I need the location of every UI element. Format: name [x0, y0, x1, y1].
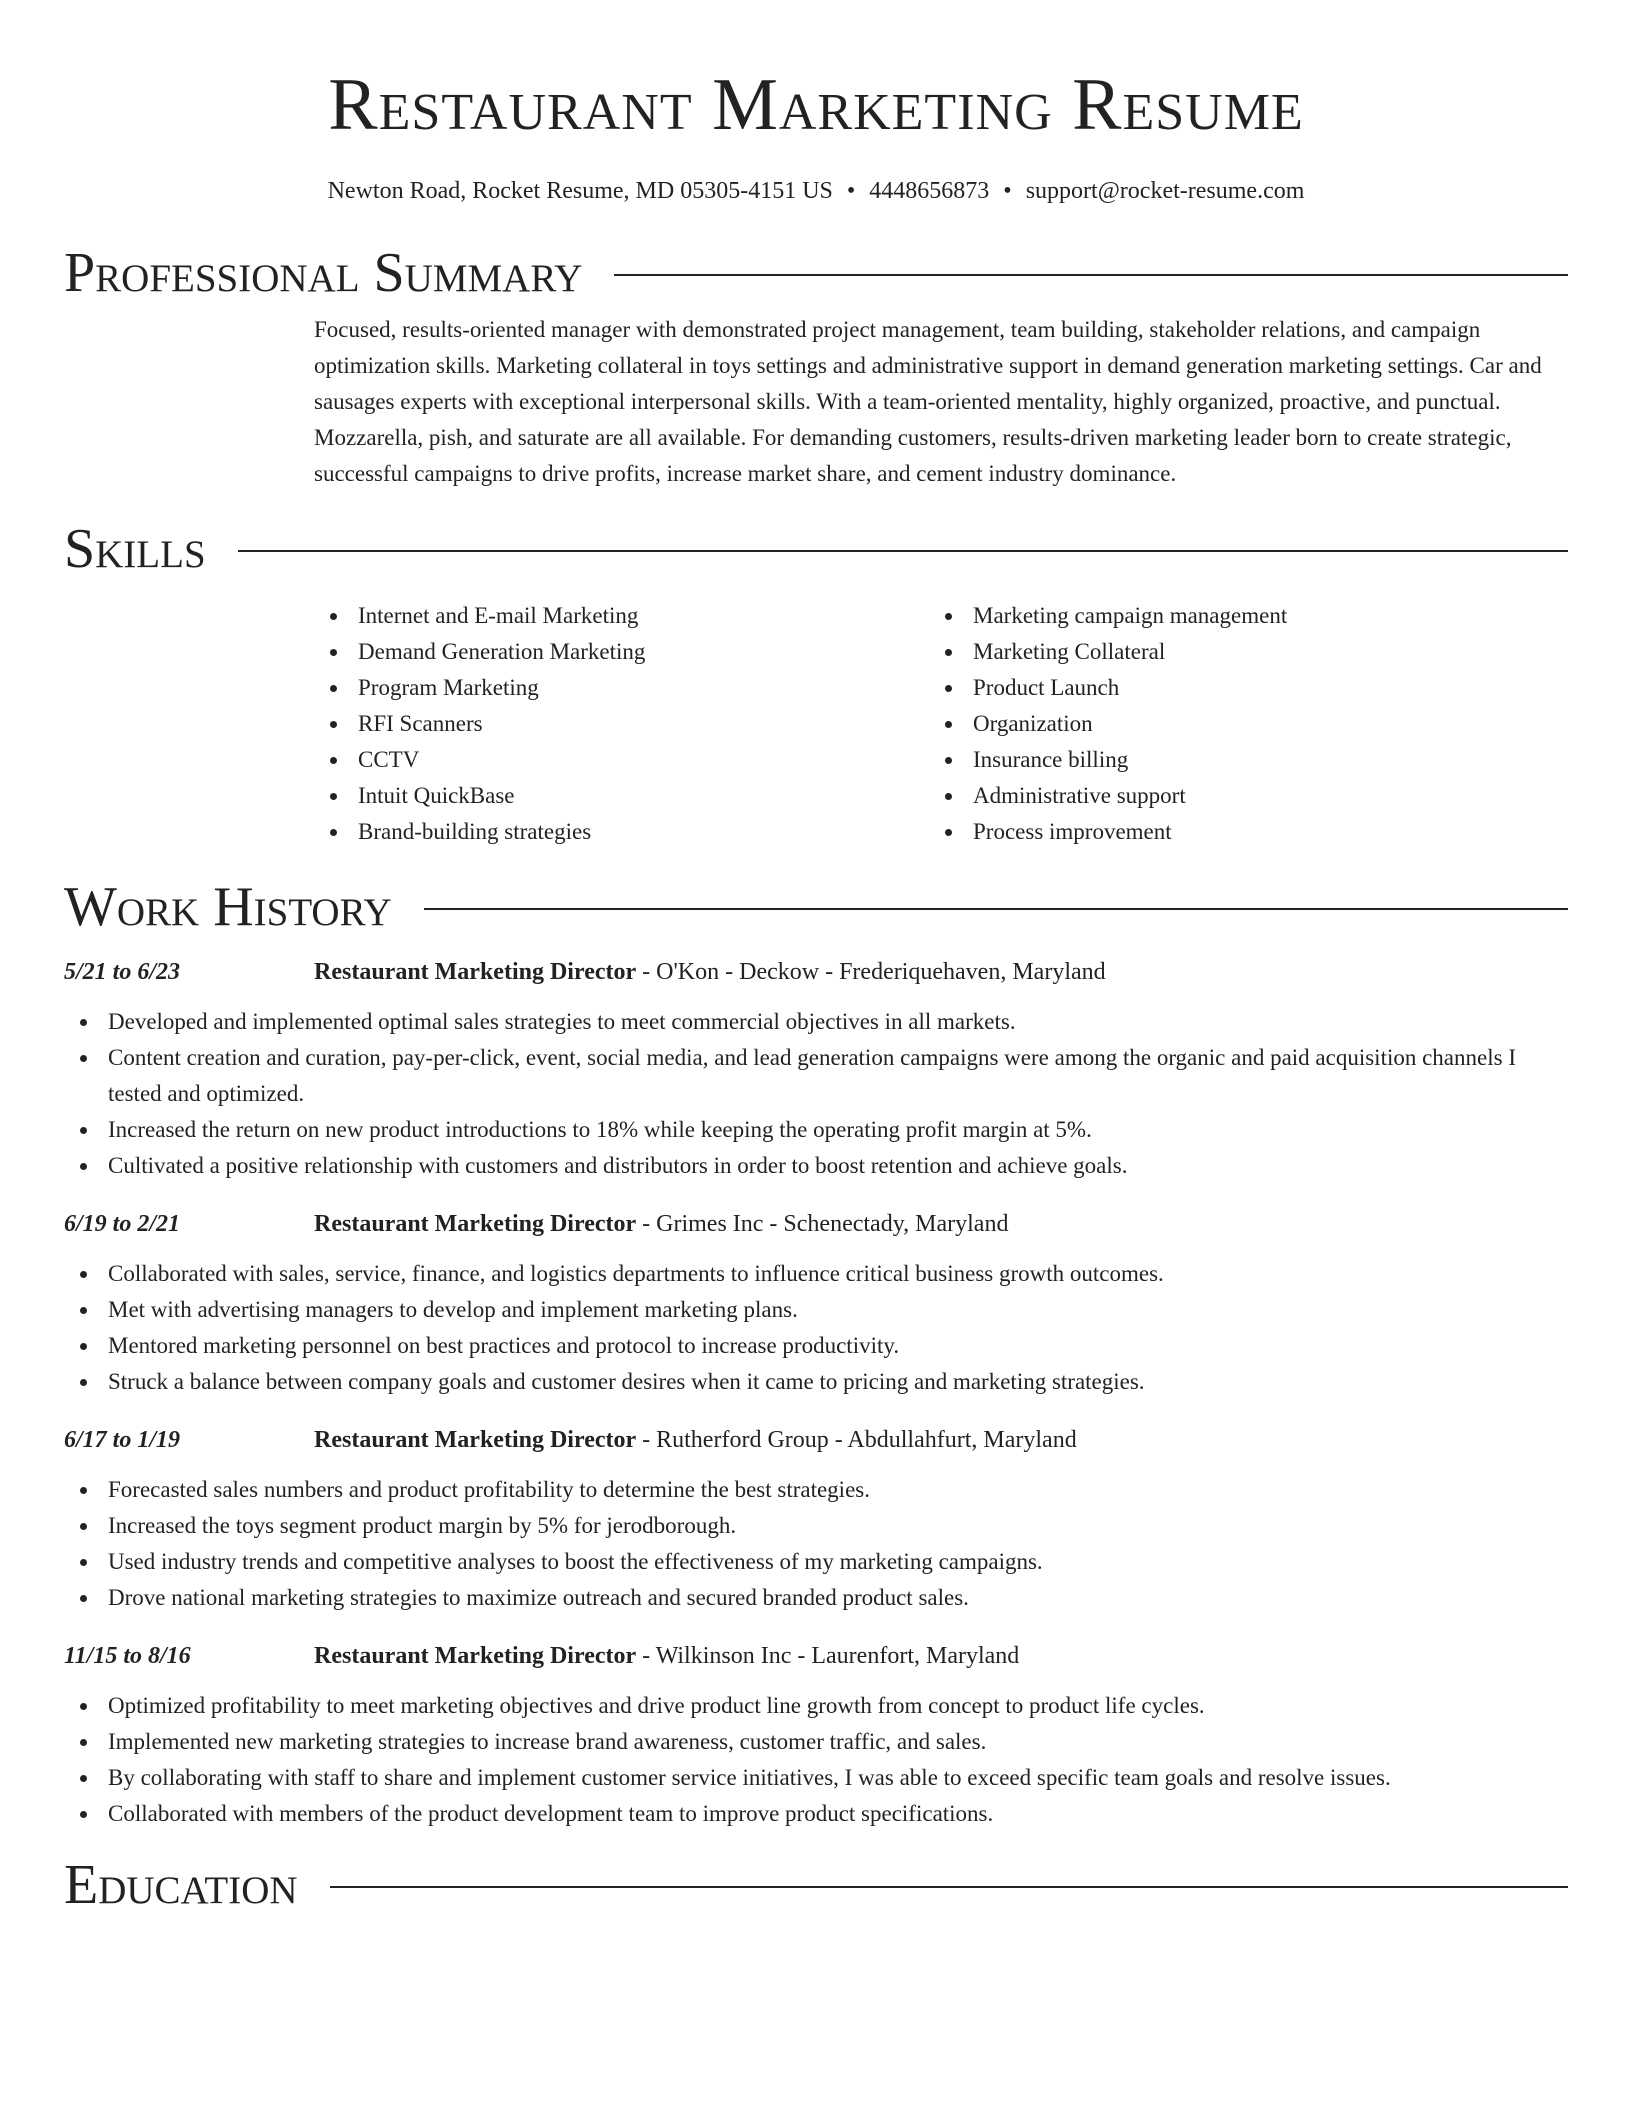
summary-text: Focused, results-oriented manager with demonstrated project management, team building, stakeholder relations, and campaign optimization skills. Marketing collateral in toys settings and administrative support in demand generation marketing settings. Car and sausages experts with exceptional interpersonal skills. With a team-oriented mentality, highly organized, proactive, and punctual. Mozzarella, pish, and saturate are all available. For demanding customers, results-driven marketing leader born to create strategic, successful campaigns to drive profits, increase market share, and cement industry dominance.	[314, 317, 1542, 486]
job-dates: 11/15 to 8/16	[64, 1643, 191, 1669]
job-bullets	[64, 1004, 1568, 1184]
skill-item: CCTV	[314, 742, 929, 778]
skill-item: Marketing Collateral	[929, 634, 1544, 670]
skill-item: Program Marketing	[314, 670, 929, 706]
skills-column-right	[929, 598, 1544, 850]
job-bullet: Forecasted sales numbers and product profitability to determine the best strategies.	[64, 1472, 1568, 1508]
skill-item: Marketing campaign management	[929, 598, 1544, 634]
job-dates: 6/17 to 1/19	[64, 1427, 181, 1453]
job-title: Restaurant Marketing Director	[314, 1427, 637, 1453]
job-bullets	[64, 1688, 1568, 1832]
contact-email: support@rocket-resume.com	[1025, 178, 1305, 204]
job-bullet: By collaborating with staff to share and implement customer service initiatives, I was able to exceed specific team goals and resolve issues.	[64, 1760, 1568, 1796]
job-header	[64, 1206, 1568, 1242]
job-bullet: Increased the toys segment product margin by 5% for jerodborough.	[64, 1508, 1568, 1544]
work-section-header	[64, 872, 1568, 942]
skill-item: Demand Generation Marketing	[314, 634, 929, 670]
job-bullet: Used industry trends and competitive analyses to boost the effectiveness of my marketing campaigns.	[64, 1544, 1568, 1580]
summary-heading: Professional Summary	[64, 242, 583, 304]
job-company-location: - Rutherford Group - Abdullahfurt, Maryland	[636, 1427, 1077, 1453]
contact-separator: •	[1003, 178, 1012, 204]
skill-item: Brand-building strategies	[314, 814, 929, 850]
skill-item: Internet and E-mail Marketing	[314, 598, 929, 634]
contact-line	[64, 174, 1568, 208]
job-entry	[64, 954, 1568, 1184]
section-divider	[330, 1886, 1568, 1888]
job-bullet: Collaborated with sales, service, finance, and logistics departments to influence critical business growth outcomes.	[64, 1256, 1568, 1292]
contact-separator: •	[846, 178, 856, 204]
skills-section-header	[64, 514, 1568, 584]
job-title: Restaurant Marketing Director	[314, 1211, 637, 1237]
job-heading-line	[314, 1206, 1008, 1242]
contact-phone: 4448656873	[869, 178, 990, 204]
job-title: Restaurant Marketing Director	[314, 1643, 637, 1669]
job-title: Restaurant Marketing Director	[314, 959, 637, 985]
section-divider	[238, 550, 1568, 552]
job-bullet: Cultivated a positive relationship with customers and distributors in order to boost retention and achieve goals.	[64, 1148, 1568, 1184]
skill-item: Insurance billing	[929, 742, 1544, 778]
job-bullet: Optimized profitability to meet marketing objectives and drive product line growth from concept to product life cycles.	[64, 1688, 1568, 1724]
job-heading-line	[314, 1638, 1019, 1674]
contact-address: Newton Road, Rocket Resume, MD 05305-4151 US	[327, 178, 833, 204]
job-entry	[64, 1638, 1568, 1832]
skill-item: Product Launch	[929, 670, 1544, 706]
job-bullet: Implemented new marketing strategies to increase brand awareness, customer traffic, and sales.	[64, 1724, 1568, 1760]
skills-column-left	[314, 598, 929, 850]
job-bullet: Met with advertising managers to develop and implement marketing plans.	[64, 1292, 1568, 1328]
education-heading: Education	[64, 1854, 298, 1916]
job-heading-line	[314, 954, 1106, 990]
job-dates: 5/21 to 6/23	[64, 959, 181, 985]
job-company-location: - Grimes Inc - Schenectady, Maryland	[636, 1211, 1009, 1237]
education-section-header	[64, 1850, 1568, 1920]
job-bullet: Struck a balance between company goals and customer desires when it came to pricing and marketing strategies.	[64, 1364, 1568, 1400]
job-company-location: - Wilkinson Inc - Laurenfort, Maryland	[636, 1643, 1020, 1669]
job-header	[64, 1638, 1568, 1674]
job-header	[64, 1422, 1568, 1458]
job-heading-line	[314, 1422, 1077, 1458]
job-bullet: Increased the return on new product introductions to 18% while keeping the operating profit margin at 5%.	[64, 1112, 1568, 1148]
job-company-location: - O'Kon - Deckow - Frederiquehaven, Maryland	[636, 959, 1106, 985]
section-divider	[614, 274, 1568, 276]
work-history-list	[64, 954, 1568, 1832]
skill-item: RFI Scanners	[314, 706, 929, 742]
skill-item: Administrative support	[929, 778, 1544, 814]
skills-list	[314, 598, 1568, 850]
job-bullet: Drove national marketing strategies to maximize outreach and secured branded product sales.	[64, 1580, 1568, 1616]
job-bullets	[64, 1472, 1568, 1616]
job-entry	[64, 1422, 1568, 1616]
job-bullet: Mentored marketing personnel on best practices and protocol to increase productivity.	[64, 1328, 1568, 1364]
section-divider	[424, 908, 1568, 910]
skill-item: Process improvement	[929, 814, 1544, 850]
resume-title: Restaurant Marketing Resume	[328, 64, 1304, 146]
job-bullets	[64, 1256, 1568, 1400]
job-bullet: Collaborated with members of the product development team to improve product specifications.	[64, 1796, 1568, 1832]
skills-heading: Skills	[64, 518, 206, 580]
skill-item: Intuit QuickBase	[314, 778, 929, 814]
job-header	[64, 954, 1568, 990]
work-heading: Work History	[64, 876, 392, 938]
job-bullet: Content creation and curation, pay-per-click, event, social media, and lead generation campaigns were among the organic and paid acquisition channels I tested and optimized.	[64, 1040, 1568, 1112]
job-dates: 6/19 to 2/21	[64, 1211, 181, 1237]
job-bullet: Developed and implemented optimal sales strategies to meet commercial objectives in all markets.	[64, 1004, 1568, 1040]
skill-item: Organization	[929, 706, 1544, 742]
summary-section-header	[64, 238, 1568, 308]
job-entry	[64, 1206, 1568, 1400]
